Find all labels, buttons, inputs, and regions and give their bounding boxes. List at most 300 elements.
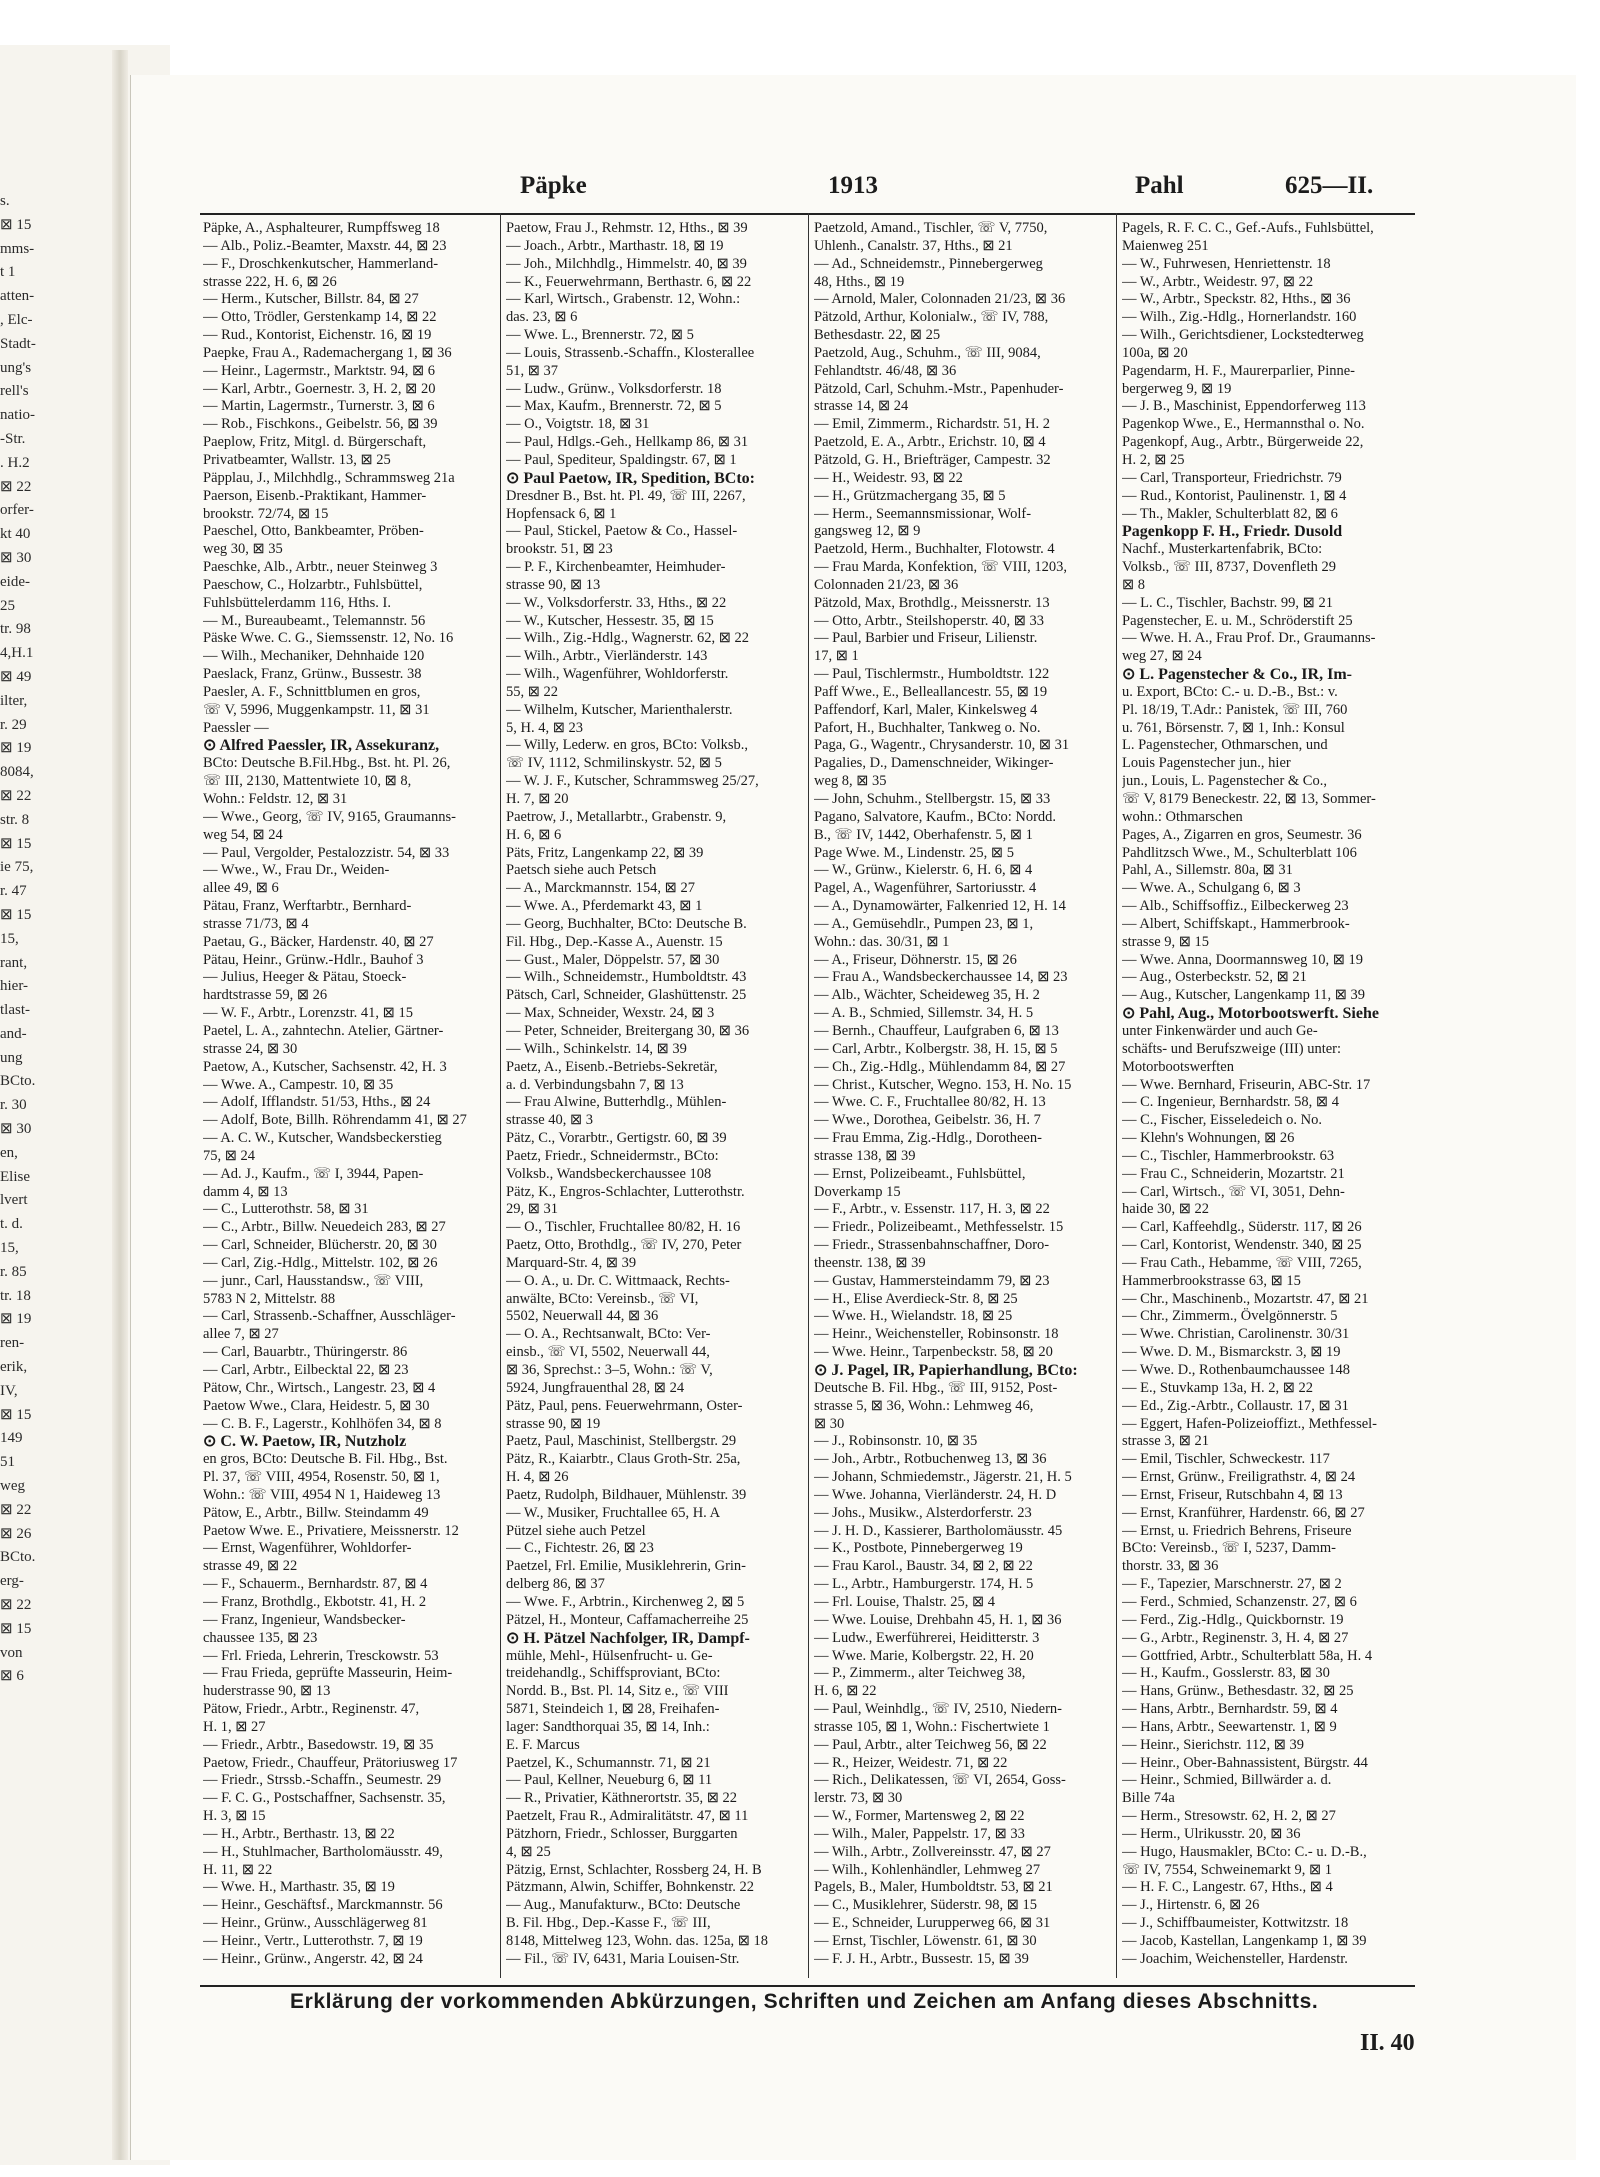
directory-entry-line: H. 1, ⊠ 27 xyxy=(203,1718,266,1735)
directory-entry-line: Privatbeamter, Wallstr. 13, ⊠ 25 xyxy=(203,451,391,468)
directory-entry-line: Paffendorf, Karl, Maler, Kinkelsweg 4 xyxy=(814,701,1038,718)
directory-entry-line: — Martin, Lagermstr., Turnerstr. 3, ⊠ 6 xyxy=(203,398,435,415)
previous-page-fragment: 25 xyxy=(0,597,15,614)
directory-entry-line: — Carl, Arbtr., Eilbecktal 22, ⊠ 23 xyxy=(203,1362,409,1378)
directory-entry-line: Pl. 37, ☏ VIII, 4954, Rosenstr. 50, ⊠ 1, xyxy=(203,1469,440,1486)
directory-entry-line: Paetrow, J., Metallarbtr., Grabenstr. 9, xyxy=(506,808,727,825)
previous-page-fragment: ung's xyxy=(0,359,32,376)
directory-entry-line: — A. C. W., Kutscher, Wandsbeckerstieg xyxy=(203,1130,442,1147)
directory-entry-line: Deutsche B. Fil. Hbg., ☏ III, 9152, Post- xyxy=(814,1379,1058,1396)
directory-entry-line: — Georg, Buchhalter, BCto: Deutsche B. xyxy=(506,915,747,932)
directory-entry-line: schäfts- und Berufszweige (III) unter: xyxy=(1122,1040,1342,1057)
display-advertisement-entry: ⊙ C. W. Paetow, IR, Nutzholz xyxy=(203,1433,407,1451)
directory-entry-line: Fil. Hbg., Dep.-Kasse A., Auenstr. 15 xyxy=(506,933,723,950)
directory-entry-line: — W., Musiker, Fruchtallee 65, H. A xyxy=(506,1504,721,1521)
directory-entry-line: — Joach., Arbtr., Marthastr. 18, ⊠ 19 xyxy=(506,237,724,254)
directory-entry-line: Pätzhorn, Friedr., Schlosser, Burggarten xyxy=(506,1825,738,1842)
directory-entry-line: — Alb., Wächter, Scheideweg 35, H. 2 xyxy=(814,987,1040,1004)
directory-entry-line: — Wilh., Schneidemstr., Humboldtstr. 43 xyxy=(506,969,747,986)
directory-entry-line: Paetz, Rudolph, Bildhauer, Mühlenstr. 39 xyxy=(506,1486,747,1503)
directory-entry-line: — Aug., Kutscher, Langenkamp 11, ⊠ 39 xyxy=(1122,987,1365,1004)
previous-page-fragment: -Str. xyxy=(0,430,26,447)
directory-entry-line: theenstr. 138, ⊠ 39 xyxy=(814,1254,926,1271)
directory-entry-line: Louis Pagenstecher jun., hier xyxy=(1122,755,1291,772)
directory-entry-line: weg 27, ⊠ 24 xyxy=(1122,648,1202,665)
directory-entry-line: — Paul, Vergolder, Pestalozzistr. 54, ⊠ 33 xyxy=(203,844,450,861)
directory-entry-line: L. Pagenstecher, Othmarschen, und xyxy=(1122,737,1328,754)
previous-page-fragment: ren- xyxy=(0,1335,25,1352)
directory-entry-line: Wohn.: das. 30/31, ⊠ 1 xyxy=(814,933,950,950)
directory-entry-line: strasse 9, ⊠ 15 xyxy=(1122,933,1210,950)
directory-entry-line: Paetz, Friedr., Schneidermstr., BCto: xyxy=(506,1147,719,1164)
directory-entry-line: — Hans, Arbtr., Bernhardstr. 59, ⊠ 4 xyxy=(1122,1701,1338,1718)
directory-entry-line: — Frau Alwine, Butterhdlg., Mühlen- xyxy=(506,1094,727,1111)
directory-entry-line: — A., Marckmannstr. 154, ⊠ 27 xyxy=(506,880,695,897)
directory-entry-line: — O., Voigtstr. 18, ⊠ 31 xyxy=(506,416,650,433)
directory-entry-line: einsb., ☏ VI, 5502, Neuerwall 44, xyxy=(506,1344,710,1361)
directory-entry-line: — Chr., Maschinenb., Mozartstr. 47, ⊠ 21 xyxy=(1122,1290,1369,1307)
directory-entry-line: — C. Ingenieur, Bernhardstr. 58, ⊠ 4 xyxy=(1122,1094,1339,1111)
previous-page-fragment: str. 8 xyxy=(0,811,30,828)
directory-entry-line: H. 2, ⊠ 25 xyxy=(1122,451,1185,468)
directory-entry-line: — Wilh., Zig.-Hdlg., Hornerlandstr. 160 xyxy=(1122,309,1357,326)
directory-entry-line: bergerweg 9, ⊠ 19 xyxy=(1122,380,1232,397)
directory-entry-line: Paetel, L. A., zahntechn. Atelier, Gärtner- xyxy=(203,1022,444,1039)
previous-page-fragment: . H.2 xyxy=(0,454,30,471)
directory-entry-line: — R., Privatier, Käthnerortstr. 35, ⊠ 22 xyxy=(506,1790,738,1807)
directory-entry-line: 48, Hths., ⊠ 19 xyxy=(814,273,905,290)
directory-entry-line: strasse 138, ⊠ 39 xyxy=(814,1147,916,1164)
previous-page-fragment: ⊠ 19 xyxy=(0,1311,32,1328)
directory-entry-line: Paetow Wwe., Clara, Heidestr. 5, ⊠ 30 xyxy=(203,1397,430,1414)
previous-page-fragment: en, xyxy=(0,1144,18,1161)
directory-entry-line: — Wwe. A., Campestr. 10, ⊠ 35 xyxy=(203,1076,394,1093)
previous-page-fragment: ⊠ 15 xyxy=(0,1406,32,1423)
directory-entry-line: — Wwe., Georg, ☏ IV, 9165, Graumanns- xyxy=(203,808,456,825)
directory-entry-line: — H., Kaufm., Gosslerstr. 83, ⊠ 30 xyxy=(1122,1665,1330,1682)
directory-entry-line: — C., Fichtestr. 26, ⊠ 23 xyxy=(506,1540,654,1557)
directory-entry-line: — Gottfried, Arbtr., Schulterblatt 58a, H. 4 xyxy=(1122,1647,1373,1664)
previous-page-fragment: 15, xyxy=(0,1240,19,1257)
previous-page-fragment: eide- xyxy=(0,573,30,590)
directory-entry-line: Pl. 18/19, T.Adr.: Panistek, ☏ III, 760 xyxy=(1122,701,1348,718)
directory-entry-line: — Hugo, Hausmakler, BCto: C.- u. D.-B., xyxy=(1122,1843,1367,1860)
previous-page-fragment: erg- xyxy=(0,1573,24,1590)
directory-entry-line: strasse 40, ⊠ 3 xyxy=(506,1112,594,1129)
directory-entry-line: — Ludw., Grünw., Volksdorferstr. 18 xyxy=(506,380,722,397)
directory-entry-line: — F. C. G., Postschaffner, Sachsenstr. 35, xyxy=(203,1790,446,1807)
directory-entry-line: Paerson, Eisenb.-Praktikant, Hammer- xyxy=(203,487,427,504)
directory-entry-line: Paetow, Frau J., Rehmstr. 12, Hths., ⊠ 39 xyxy=(506,220,748,236)
directory-entry-line: — A., Friseur, Döhnerstr. 15, ⊠ 26 xyxy=(814,951,1017,968)
directory-entry-line: ⊠ 36, Sprechst.: 3–5, Wohn.: ☏ V, xyxy=(506,1362,713,1378)
previous-page-fragment: 149 xyxy=(0,1430,23,1447)
previous-page-text-fragments xyxy=(0,190,58,2045)
directory-entry-line: — Paul, Kellner, Neueburg 6, ⊠ 11 xyxy=(506,1772,713,1789)
directory-entry-line: — Ernst, Tischler, Löwenstr. 61, ⊠ 30 xyxy=(814,1933,1037,1949)
directory-entry-line: 55, ⊠ 22 xyxy=(506,683,559,700)
directory-entry-line: — Otto, Trödler, Gerstenkamp 14, ⊠ 22 xyxy=(203,309,437,326)
directory-entry-line: — Wwe. A., Pferdemarkt 43, ⊠ 1 xyxy=(506,898,703,915)
directory-entry-line: — W. F., Arbtr., Lorenzstr. 41, ⊠ 15 xyxy=(203,1005,413,1022)
directory-entry-line: Pagendarm, H. F., Maurerparlier, Pinne- xyxy=(1122,362,1356,379)
directory-entry-line: — W., Former, Martensweg 2, ⊠ 22 xyxy=(814,1808,1025,1825)
directory-entry-line: ☏ V, 8179 Beneckestr. 22, ⊠ 13, Sommer- xyxy=(1122,791,1376,807)
directory-entry-line: — W., Fuhrwesen, Henriettenstr. 18 xyxy=(1122,255,1331,272)
directory-entry-line: — Wilh., Arbtr., Zollvereinsstr. 47, ⊠ 27 xyxy=(814,1843,1051,1860)
directory-entry-line: — Carl, Bauarbtr., Thüringerstr. 86 xyxy=(203,1344,408,1361)
directory-entry-line: — Gust., Maler, Döppelstr. 57, ⊠ 30 xyxy=(506,951,720,968)
directory-entry-line: H. 3, ⊠ 15 xyxy=(203,1808,266,1825)
directory-entry-line: en gros, BCto: Deutsche B. Fil. Hbg., Bst. xyxy=(203,1451,448,1468)
directory-entry-line: Pätzig, Ernst, Schlachter, Rossberg 24, H. B xyxy=(506,1861,762,1878)
display-advertisement-entry: ⊙ Alfred Paessler, IR, Assekuranz, xyxy=(203,737,440,755)
directory-entry-line: — Fil., ☏ IV, 6431, Maria Louisen-Str. xyxy=(506,1950,740,1967)
directory-entry-line: — Ferd., Schmied, Schanzenstr. 27, ⊠ 6 xyxy=(1122,1593,1357,1610)
directory-entry-line: Pätz, C., Vorarbtr., Gertigstr. 60, ⊠ 39 xyxy=(506,1130,727,1147)
directory-entry-line: 29, ⊠ 31 xyxy=(506,1201,559,1218)
directory-entry-line: Paga, G., Wagentr., Chrysanderstr. 10, ⊠ 31 xyxy=(814,737,1070,754)
directory-entry-line: — Ad., Schneidemstr., Pinnebergerweg xyxy=(814,255,1043,272)
directory-entry-line: Volksb., Wandsbeckerchaussee 108 xyxy=(506,1165,712,1182)
previous-page-fragment: r. 85 xyxy=(0,1263,27,1280)
previous-page-fragment: hier- xyxy=(0,978,29,995)
directory-entry-line: BCto: Deutsche B.Fil.Hbg., Bst. ht. Pl. 26, xyxy=(203,755,451,772)
previous-page-fragment: ⊠ 22 xyxy=(0,478,32,495)
directory-entry-line: — Rud., Kontorist, Eichenstr. 16, ⊠ 19 xyxy=(203,327,432,344)
directory-entry-line: strasse 49, ⊠ 22 xyxy=(203,1558,298,1575)
directory-entry-line: — Ernst, Kranführer, Hardenstr. 66, ⊠ 27 xyxy=(1122,1504,1365,1521)
directory-entry-line: lager: Sandthorquai 35, ⊠ 14, Inh.: xyxy=(506,1718,710,1735)
previous-page-fragment: erik, xyxy=(0,1359,28,1376)
directory-entry-line: — Franz, Ingenieur, Wandsbecker- xyxy=(203,1611,406,1628)
directory-entry-line: Pätow, Friedr., Arbtr., Reginenstr. 47, xyxy=(203,1701,420,1718)
directory-entry-line: — Wwe. H., Wielandstr. 18, ⊠ 25 xyxy=(814,1308,1013,1325)
directory-entry-line: — Paul, Hdlgs.-Geh., Hellkamp 86, ⊠ 31 xyxy=(506,434,749,451)
directory-entry-line: — W., Volksdorferstr. 33, Hths., ⊠ 22 xyxy=(506,594,727,611)
directory-entry-line: — Karl, Arbtr., Goernestr. 3, H. 2, ⊠ 20 xyxy=(203,380,436,397)
directory-entry-line: — L., Arbtr., Hamburgerstr. 174, H. 5 xyxy=(814,1576,1034,1593)
directory-entry-line: — A., Gemüsehdlr., Pumpen 23, ⊠ 1, xyxy=(814,915,1034,932)
directory-entry-line: — R., Heizer, Weidestr. 71, ⊠ 22 xyxy=(814,1754,1008,1771)
directory-entry-line: Pätzel, H., Monteur, Caffamacherreihe 25 xyxy=(506,1611,749,1628)
directory-entry-line: — Friedr., Arbtr., Basedowstr. 19, ⊠ 35 xyxy=(203,1736,434,1753)
directory-entry-line: treidehandlg., Schiffsproviant, BCto: xyxy=(506,1665,721,1682)
header-right-word: Pahl xyxy=(1135,172,1184,199)
directory-entry-line: damm 4, ⊠ 13 xyxy=(203,1183,288,1200)
previous-page-fragment: ⊠ 19 xyxy=(0,740,32,757)
directory-entry-line: — Joachim, Weichensteller, Hardenstr. xyxy=(1122,1950,1348,1967)
previous-page-fragment: 8084, xyxy=(0,764,34,781)
directory-entry-line: — Hans, Arbtr., Seewartenstr. 1, ⊠ 9 xyxy=(1122,1718,1337,1735)
header-year: 1913 xyxy=(828,172,878,199)
previous-page-fragment: ⊠ 30 xyxy=(0,549,32,566)
directory-column-4 xyxy=(1122,220,1418,1970)
directory-entry-line: lerstr. 73, ⊠ 30 xyxy=(814,1790,903,1807)
previous-page-fragment: rant, xyxy=(0,954,28,971)
directory-entry-line: Paetow Wwe. E., Privatiere, Meissnerstr. 12 xyxy=(203,1522,459,1539)
directory-entry-line: — W., Arbtr., Weidestr. 97, ⊠ 22 xyxy=(1122,273,1314,290)
directory-entry-line: — Wilh., Arbtr., Vierländerstr. 143 xyxy=(506,648,708,665)
directory-entry-line: — Christ., Kutscher, Wegno. 153, H. No. 15 xyxy=(814,1076,1072,1093)
directory-entry-line: strasse 24, ⊠ 30 xyxy=(203,1040,298,1057)
book-fold xyxy=(112,50,128,2160)
directory-entry-line: ☏ IV, 7554, Schweinemarkt 9, ⊠ 1 xyxy=(1122,1861,1333,1878)
directory-entry-line: Pätsch, Carl, Schneider, Glashüttenstr. 25 xyxy=(506,987,747,1004)
directory-entry-line: — Jacob, Kastellan, Langenkamp 1, ⊠ 39 xyxy=(1122,1933,1367,1949)
directory-entry-line: Maienweg 251 xyxy=(1122,237,1209,254)
directory-entry-line: — H., Elise Averdieck-Str. 8, ⊠ 25 xyxy=(814,1290,1018,1307)
directory-entry-line: — W., Arbtr., Speckstr. 82, Hths., ⊠ 36 xyxy=(1122,291,1351,308)
directory-entry-line: — F. J. H., Arbtr., Bussestr. 15, ⊠ 39 xyxy=(814,1950,1029,1967)
column-divider xyxy=(1116,213,1117,1978)
directory-entry-line: Pagenkop Wwe., E., Hermannsthal o. No. xyxy=(1122,416,1365,433)
previous-page-fragment: t 1 xyxy=(0,264,16,281)
directory-entry-line: — Albert, Schiffskapt., Hammerbrook- xyxy=(1122,915,1350,932)
directory-entry-line: — Wwe. Louise, Drehbahn 45, H. 1, ⊠ 36 xyxy=(814,1611,1062,1628)
directory-entry-line: Uhlenh., Canalstr. 37, Hths., ⊠ 21 xyxy=(814,237,1013,254)
directory-entry-line: thorstr. 33, ⊠ 36 xyxy=(1122,1558,1219,1575)
directory-entry-line: — Carl, Strassenb.-Schaffner, Ausschläger- xyxy=(203,1308,456,1325)
directory-entry-line: Fuhlsbüttelerdamm 116, Hths. I. xyxy=(203,594,391,611)
directory-entry-line: gangsweg 12, ⊠ 9 xyxy=(814,523,921,540)
directory-entry-line: — Heinr., Grünw., Angerstr. 42, ⊠ 24 xyxy=(203,1950,423,1967)
directory-entry-line: Paeplow, Fritz, Mitgl. d. Bürgerschaft, xyxy=(203,434,427,451)
directory-entry-line: — J. H. D., Kassierer, Bartholomäusstr. 45 xyxy=(814,1522,1063,1539)
directory-entry-line: — Max, Schneider, Wexstr. 24, ⊠ 3 xyxy=(506,1005,715,1022)
directory-entry-line: Pagels, B., Maler, Humboldtstr. 53, ⊠ 21 xyxy=(814,1879,1053,1896)
directory-entry-line: — A., Dynamowärter, Falkenried 12, H. 14 xyxy=(814,898,1066,915)
directory-entry-line: B. Fil. Hbg., Dep.-Kasse F., ☏ III, xyxy=(506,1915,711,1932)
directory-entry-line: Päts, Fritz, Langenkamp 22, ⊠ 39 xyxy=(506,844,704,861)
previous-page-fragment: ⊠ 26 xyxy=(0,1525,32,1542)
directory-entry-line: — F., Tapezier, Marschnerstr. 27, ⊠ 2 xyxy=(1122,1576,1342,1593)
directory-column-2 xyxy=(506,220,804,1970)
directory-entry-line: Paetz, Otto, Brothdlg., ☏ IV, 270, Peter xyxy=(506,1237,742,1254)
directory-entry-line: — Wwe., W., Frau Dr., Weiden- xyxy=(203,862,390,879)
directory-entry-line: — C., Tischler, Hammerbrookstr. 63 xyxy=(1122,1147,1335,1164)
directory-entry-line: — Ernst, Polizeibeamt., Fuhlsbüttel, xyxy=(814,1165,1026,1182)
previous-page-fragment: r. 47 xyxy=(0,883,27,900)
directory-entry-line: Dresdner B., Bst. ht. Pl. 49, ☏ III, 2267, xyxy=(506,487,746,504)
directory-entry-line: Paessler — xyxy=(203,719,269,736)
directory-entry-line xyxy=(1122,1969,1418,1970)
directory-entry-line: Pätzmann, Alwin, Schiffer, Bohnkenstr. 22 xyxy=(506,1879,755,1896)
directory-entry-line: Paetzel, Frl. Emilie, Musiklehrerin, Grin- xyxy=(506,1558,747,1575)
directory-entry-line: Motorbootswerften xyxy=(1122,1058,1234,1075)
previous-page-fragment: weg xyxy=(0,1478,25,1495)
page-number: II. 40 xyxy=(1360,2030,1415,2056)
directory-entry-line: strasse 90, ⊠ 13 xyxy=(506,576,601,593)
directory-column-1 xyxy=(203,220,496,1970)
column-divider xyxy=(808,213,809,1978)
directory-entry-line: Paetzold, Herm., Buchhalter, Flotowstr. 4 xyxy=(814,541,1055,558)
previous-page-fragment: ⊠ 6 xyxy=(0,1668,24,1685)
directory-entry-line: Paetsch siehe auch Petsch xyxy=(506,862,657,879)
directory-entry-line: brookstr. 72/74, ⊠ 15 xyxy=(203,505,329,522)
directory-entry-line: — Wwe. Heinr., Tarpenbeckstr. 58, ⊠ 20 xyxy=(814,1344,1053,1361)
running-header xyxy=(200,172,1420,208)
directory-entry-line: — F., Schauerm., Bernhardstr. 87, ⊠ 4 xyxy=(203,1576,428,1593)
directory-entry-line: H. 11, ⊠ 22 xyxy=(203,1861,273,1878)
previous-page-fragment: ung xyxy=(0,1049,23,1066)
directory-entry-line: — O. A., u. Dr. C. Wittmaack, Rechts- xyxy=(506,1272,730,1289)
directory-entry-line: Paff Wwe., E., Belleallancestr. 55, ⊠ 19 xyxy=(814,683,1048,700)
directory-entry-line: — Rud., Kontorist, Paulinenstr. 1, ⊠ 4 xyxy=(1122,487,1347,504)
previous-page-fragment: t. d. xyxy=(0,1216,23,1233)
directory-entry-line: ☏ III, 2130, Mattentwiete 10, ⊠ 8, xyxy=(203,773,412,790)
directory-entry-line: — Wwe. A., Schulgang 6, ⊠ 3 xyxy=(1122,880,1301,897)
directory-entry-line: — Frau Emma, Zig.-Hdlg., Dorotheen- xyxy=(814,1130,1042,1147)
directory-entry-line: BCto: Vereinsb., ☏ I, 5237, Damm- xyxy=(1122,1540,1337,1557)
directory-entry-line: strasse 14, ⊠ 24 xyxy=(814,398,909,415)
directory-entry-line: — Frau Karol., Baustr. 34, ⊠ 2, ⊠ 22 xyxy=(814,1558,1033,1575)
directory-entry-line: Pagel, A., Wagenführer, Sartoriusstr. 4 xyxy=(814,880,1037,897)
directory-entry-line: — W. J. F., Kutscher, Schrammsweg 25/27, xyxy=(506,773,759,790)
directory-entry-line: — Wilh., Gerichtsdiener, Lockstedterweg xyxy=(1122,327,1364,344)
directory-entry-line: — Friedr., Strassenbahnschaffner, Doro- xyxy=(814,1237,1050,1254)
previous-page-fragment: ⊠ 15 xyxy=(0,1620,32,1637)
directory-entry-line: Paetow, A., Kutscher, Sachsenstr. 42, H. 3 xyxy=(203,1058,447,1075)
directory-entry-line: — G., Arbtr., Reginenstr. 3, H. 4, ⊠ 27 xyxy=(1122,1629,1349,1646)
directory-entry-line: — E., Stuvkamp 13a, H. 2, ⊠ 22 xyxy=(1122,1379,1313,1396)
directory-entry-line: Pätz, K., Engros-Schlachter, Lutterothstr. xyxy=(506,1183,745,1200)
directory-entry-line: — Franz, Brothdlg., Ekbotstr. 41, H. 2 xyxy=(203,1593,427,1610)
directory-entry-line: allee 49, ⊠ 6 xyxy=(203,880,279,897)
directory-entry-line: das. 23, ⊠ 6 xyxy=(506,309,578,326)
previous-page-fragment: natio- xyxy=(0,407,35,424)
directory-entry-line: unter Finkenwärder und auch Ge- xyxy=(1122,1022,1318,1039)
directory-entry-line: ☏ V, 5996, Muggenkampstr. 11, ⊠ 31 xyxy=(203,701,430,718)
directory-entry-line: Pützel siehe auch Petzel xyxy=(506,1522,646,1539)
directory-entry-line: — Ernst, Friseur, Rutschbahn 4, ⊠ 13 xyxy=(1122,1486,1343,1503)
directory-entry-line: wohn.: Othmarschen xyxy=(1122,808,1243,825)
directory-entry-line: — C. B. F., Lagerstr., Kohlhöfen 34, ⊠ 8 xyxy=(203,1415,442,1432)
directory-entry-line: — L. C., Tischler, Bachstr. 99, ⊠ 21 xyxy=(1122,594,1333,611)
directory-entry-line: Bille 74a xyxy=(1122,1790,1175,1807)
directory-entry-line: Pätzold, Arthur, Kolonialw., ☏ IV, 788, xyxy=(814,309,1049,326)
directory-entry-line: 75, ⊠ 24 xyxy=(203,1147,256,1164)
directory-entry-line: — Carl, Wirtsch., ☏ VI, 3051, Dehn- xyxy=(1122,1183,1345,1200)
directory-entry-line: Paetzold, E. A., Arbtr., Erichstr. 10, ⊠ 4 xyxy=(814,434,1046,451)
directory-entry-line: Pahdlitzsch Wwe., M., Schulterblatt 106 xyxy=(1122,844,1357,861)
display-advertisement-entry: ⊙ J. Pagel, IR, Papierhandlung, BCto: xyxy=(814,1362,1078,1379)
directory-entry-line: Volksb., ☏ III, 8737, Dovenfleth 29 xyxy=(1122,559,1336,576)
previous-page-fragment: von xyxy=(0,1644,23,1661)
directory-entry-line: Paetz, Paul, Maschinist, Stellbergstr. 29 xyxy=(506,1433,737,1450)
directory-entry-line: Päpplau, J., Milchhdlg., Schrammsweg 21a xyxy=(203,469,455,486)
directory-entry-line: huderstrasse 90, ⊠ 13 xyxy=(203,1683,331,1700)
directory-entry-line: 5502, Neuerwall 44, ⊠ 36 xyxy=(506,1308,659,1325)
directory-entry-line: — Chr., Zimmerm., Övelgönnerstr. 5 xyxy=(1122,1308,1338,1325)
directory-entry-line: — Alb., Schiffsoffiz., Eilbeckerweg 23 xyxy=(1122,898,1349,915)
directory-entry-line: strasse 90, ⊠ 19 xyxy=(506,1415,601,1432)
directory-entry-line: — Ernst, Wagenführer, Wohldorfer- xyxy=(203,1540,412,1557)
previous-page-fragment: ⊠ 30 xyxy=(0,1121,32,1138)
directory-entry-line: — Wwe. D., Rothenbaumchaussee 148 xyxy=(1122,1362,1351,1378)
directory-entry-line: — Paul, Barbier und Friseur, Lilienstr. xyxy=(814,630,1038,647)
directory-entry-line: — Wwe. Bernhard, Friseurin, ABC-Str. 17 xyxy=(1122,1076,1371,1093)
previous-page-fragment: s. xyxy=(0,193,10,209)
directory-entry-line: — Herm., Ulrikusstr. 20, ⊠ 36 xyxy=(1122,1825,1301,1842)
directory-entry-line: — Adolf, Bote, Billh. Röhrendamm 41, ⊠ 27 xyxy=(203,1112,467,1129)
footer-rule xyxy=(200,1985,1415,1987)
directory-entry-line: Paetau, G., Bäcker, Hardenstr. 40, ⊠ 27 xyxy=(203,933,434,950)
directory-entry-line: — E., Schneider, Lurupperweg 66, ⊠ 31 xyxy=(814,1915,1051,1932)
directory-entry-line xyxy=(203,1969,496,1970)
directory-entry-line: 4, ⊠ 25 xyxy=(506,1843,551,1860)
directory-entry-line: — Emil, Tischler, Schweckestr. 117 xyxy=(1122,1451,1330,1468)
directory-entry-line: — Carl, Schneider, Blücherstr. 20, ⊠ 30 xyxy=(203,1237,437,1254)
directory-entry-line: — Gustav, Hammersteindamm 79, ⊠ 23 xyxy=(814,1272,1050,1289)
directory-entry-line: 100a, ⊠ 20 xyxy=(1122,344,1188,361)
display-advertisement-entry: ⊙ L. Pagenstecher & Co., IR, Im- xyxy=(1122,666,1352,684)
directory-entry-line: Pätzold, Max, Brothdlg., Meissnerstr. 13 xyxy=(814,594,1050,611)
previous-page-fragment: Stadt- xyxy=(0,335,36,352)
directory-entry-line: — Alb., Poliz.-Beamter, Maxstr. 44, ⊠ 23 xyxy=(203,237,447,254)
directory-entry-line: Pagels, R. F. C. C., Gef.-Aufs., Fuhlsbüttel, xyxy=(1122,220,1374,236)
directory-entry-line: — Julius, Heeger & Pätau, Stoeck- xyxy=(203,969,407,986)
directory-entry-line: — H., Stuhlmacher, Bartholomäusstr. 49, xyxy=(203,1843,443,1860)
directory-entry-line: — Wilh., Mechaniker, Dehnhaide 120 xyxy=(203,648,425,665)
directory-entry-line: — Herm., Seemannsmissionar, Wolf- xyxy=(814,505,1032,522)
directory-entry-line: Pahl, A., Sillemstr. 80a, ⊠ 31 xyxy=(1122,862,1293,879)
directory-entry-line: — Peter, Schneider, Breitergang 30, ⊠ 36 xyxy=(506,1022,750,1039)
previous-page-fragment: BCto. xyxy=(0,1549,36,1566)
directory-entry-line: — O. A., Rechtsanwalt, BCto: Ver- xyxy=(506,1326,711,1343)
directory-entry-line: — Wilh., Wagenführer, Wohldorferstr. xyxy=(506,666,729,683)
directory-entry-line: Paetz, A., Eisenb.-Betriebs-Sekretär, xyxy=(506,1058,718,1075)
directory-entry-line: Pagenstecher, E. u. M., Schröderstift 25 xyxy=(1122,612,1353,629)
directory-entry-line: — Paul, Spediteur, Spaldingstr. 67, ⊠ 1 xyxy=(506,451,737,468)
previous-page-fragment: tlast- xyxy=(0,1002,30,1019)
directory-entry-line: strasse 5, ⊠ 36, Wohn.: Lehmweg 46, xyxy=(814,1397,1034,1414)
directory-entry-line: — Rich., Delikatessen, ☏ VI, 2654, Goss- xyxy=(814,1772,1066,1789)
directory-entry-line: Paetzelt, Frau R., Admiralitätstr. 47, ⊠ 11 xyxy=(506,1808,749,1825)
directory-entry-line: 5, H. 4, ⊠ 23 xyxy=(506,719,583,736)
directory-entry-line: — Wilhelm, Kutscher, Marienthalerstr. xyxy=(506,701,733,718)
directory-entry-line: — Louis, Strassenb.-Schaffn., Klosterallee xyxy=(506,344,755,361)
previous-page-fragment: ⊠ 15 xyxy=(0,216,32,233)
directory-entry-line: — Wwe. F., Arbtrin., Kirchenweg 2, ⊠ 5 xyxy=(506,1593,745,1610)
directory-entry-line: — C., Fischer, Eisseledeich o. No. xyxy=(1122,1112,1322,1129)
directory-entry-line: — Rob., Fischkons., Geibelstr. 56, ⊠ 39 xyxy=(203,416,438,433)
directory-entry-line: Bethesdastr. 22, ⊠ 25 xyxy=(814,327,941,344)
directory-entry-line: Wohn.: Feldstr. 12, ⊠ 31 xyxy=(203,791,348,807)
directory-entry-line: H. 6, ⊠ 6 xyxy=(506,826,562,843)
directory-entry-line: 5871, Steindeich 1, ⊠ 28, Freihafen- xyxy=(506,1701,720,1718)
directory-entry-line: allee 7, ⊠ 27 xyxy=(203,1326,279,1343)
directory-entry-line: — Karl, Wirtsch., Grabenstr. 12, Wohn.: xyxy=(506,291,741,308)
directory-entry-line: — Friedr., Strssb.-Schaffn., Seumestr. 29 xyxy=(203,1772,442,1789)
previous-page-fragment: r. 29 xyxy=(0,716,27,733)
directory-entry-line: — Wilh., Kohlenhändler, Lehmweg 27 xyxy=(814,1861,1041,1878)
previous-page-fragment: , Elc- xyxy=(0,311,33,328)
previous-page-fragment: mms- xyxy=(0,240,35,257)
directory-entry-line: — W., Grünw., Kielerstr. 6, H. 6, ⊠ 4 xyxy=(814,862,1033,879)
directory-entry-line: — Wwe. Johanna, Vierländerstr. 24, H. D xyxy=(814,1486,1057,1503)
directory-entry-line: Päske Wwe. C. G., Siemssenstr. 12, No. 16 xyxy=(203,630,454,647)
directory-entry-line: ⊠ 8 xyxy=(1122,576,1146,593)
previous-page-fragment: ⊠ 22 xyxy=(0,1597,32,1614)
directory-entry-line: — Ernst, Grünw., Freiligrathstr. 4, ⊠ 24 xyxy=(1122,1469,1356,1486)
directory-entry-line: — K., Feuerwehrmann, Berthastr. 6, ⊠ 22 xyxy=(506,273,752,290)
previous-page-fragment: Elise xyxy=(0,1168,30,1185)
directory-entry-line: mühle, Mehl-, Hülsenfrucht- u. Ge- xyxy=(506,1647,713,1664)
directory-entry-line: ⊠ 30 xyxy=(814,1415,845,1432)
directory-entry-line: — Carl, Zig.-Hdlg., Mittelstr. 102, ⊠ 26 xyxy=(203,1254,438,1271)
directory-entry-line: — Wwe. Anna, Doormannsweg 10, ⊠ 19 xyxy=(1122,951,1364,968)
